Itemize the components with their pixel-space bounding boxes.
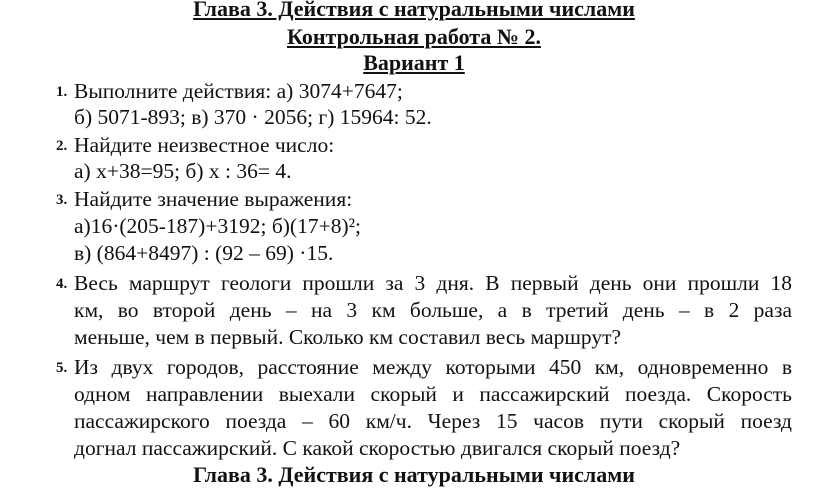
task-5-line-3: пассажирского поезда – 60 км/ч. Через 15 часов пути скорый поезд xyxy=(74,409,792,433)
task-5-number: 5. xyxy=(56,360,68,376)
task-3-line-1: Найдите значение выражения: xyxy=(74,187,353,211)
test-title: Контрольная работа № 2. xyxy=(287,24,541,49)
task-3-number: 3. xyxy=(56,192,68,208)
task-2-line-2: а) x+38=95; б) x : 36= 4. xyxy=(74,159,292,183)
task-1-line-1: Выполните действия: а) 3074+7647; xyxy=(74,79,403,103)
task-1-number: 1. xyxy=(56,84,68,100)
task-2-number: 2. xyxy=(56,138,68,154)
task-4-line-1: Весь маршрут геологи прошли за 3 дня. В первый день они прошли 18 xyxy=(74,271,792,295)
chapter-title: Глава 3. Действия с натуральными числами xyxy=(193,0,635,21)
task-4-number: 4. xyxy=(56,276,68,292)
task-5-line-1: Из двух городов, расстояние между которыми 450 км, одновременно в xyxy=(74,355,792,379)
task-3-line-2: а)16·(205-187)+3192; б)(17+8)²; xyxy=(74,214,362,238)
task-3-line-3: в) (864+8497) : (92 – 69) ·15. xyxy=(74,241,334,265)
task-1-line-2: б) 5071-893; в) 370 · 2056; г) 15964: 52. xyxy=(74,105,432,129)
task-5-line-4: догнал пассажирский. С какой скоростью двигался скорый поезд? xyxy=(74,436,681,460)
task-5-line-2: одном направлении выехали скорый и пассажирский поезда. Скорость xyxy=(74,382,792,406)
next-chapter-title-cut: Глава 3. Действия с натуральными числами xyxy=(193,462,635,487)
task-2-line-1: Найдите неизвестное число: xyxy=(74,133,335,157)
task-4-line-2: км, во второй день – на 3 км больше, а в третий день – в 2 раза xyxy=(74,298,792,322)
variant-title: Вариант 1 xyxy=(363,50,465,75)
task-4-line-3: меньше, чем в первый. Сколько км составил весь маршрут? xyxy=(74,325,622,349)
